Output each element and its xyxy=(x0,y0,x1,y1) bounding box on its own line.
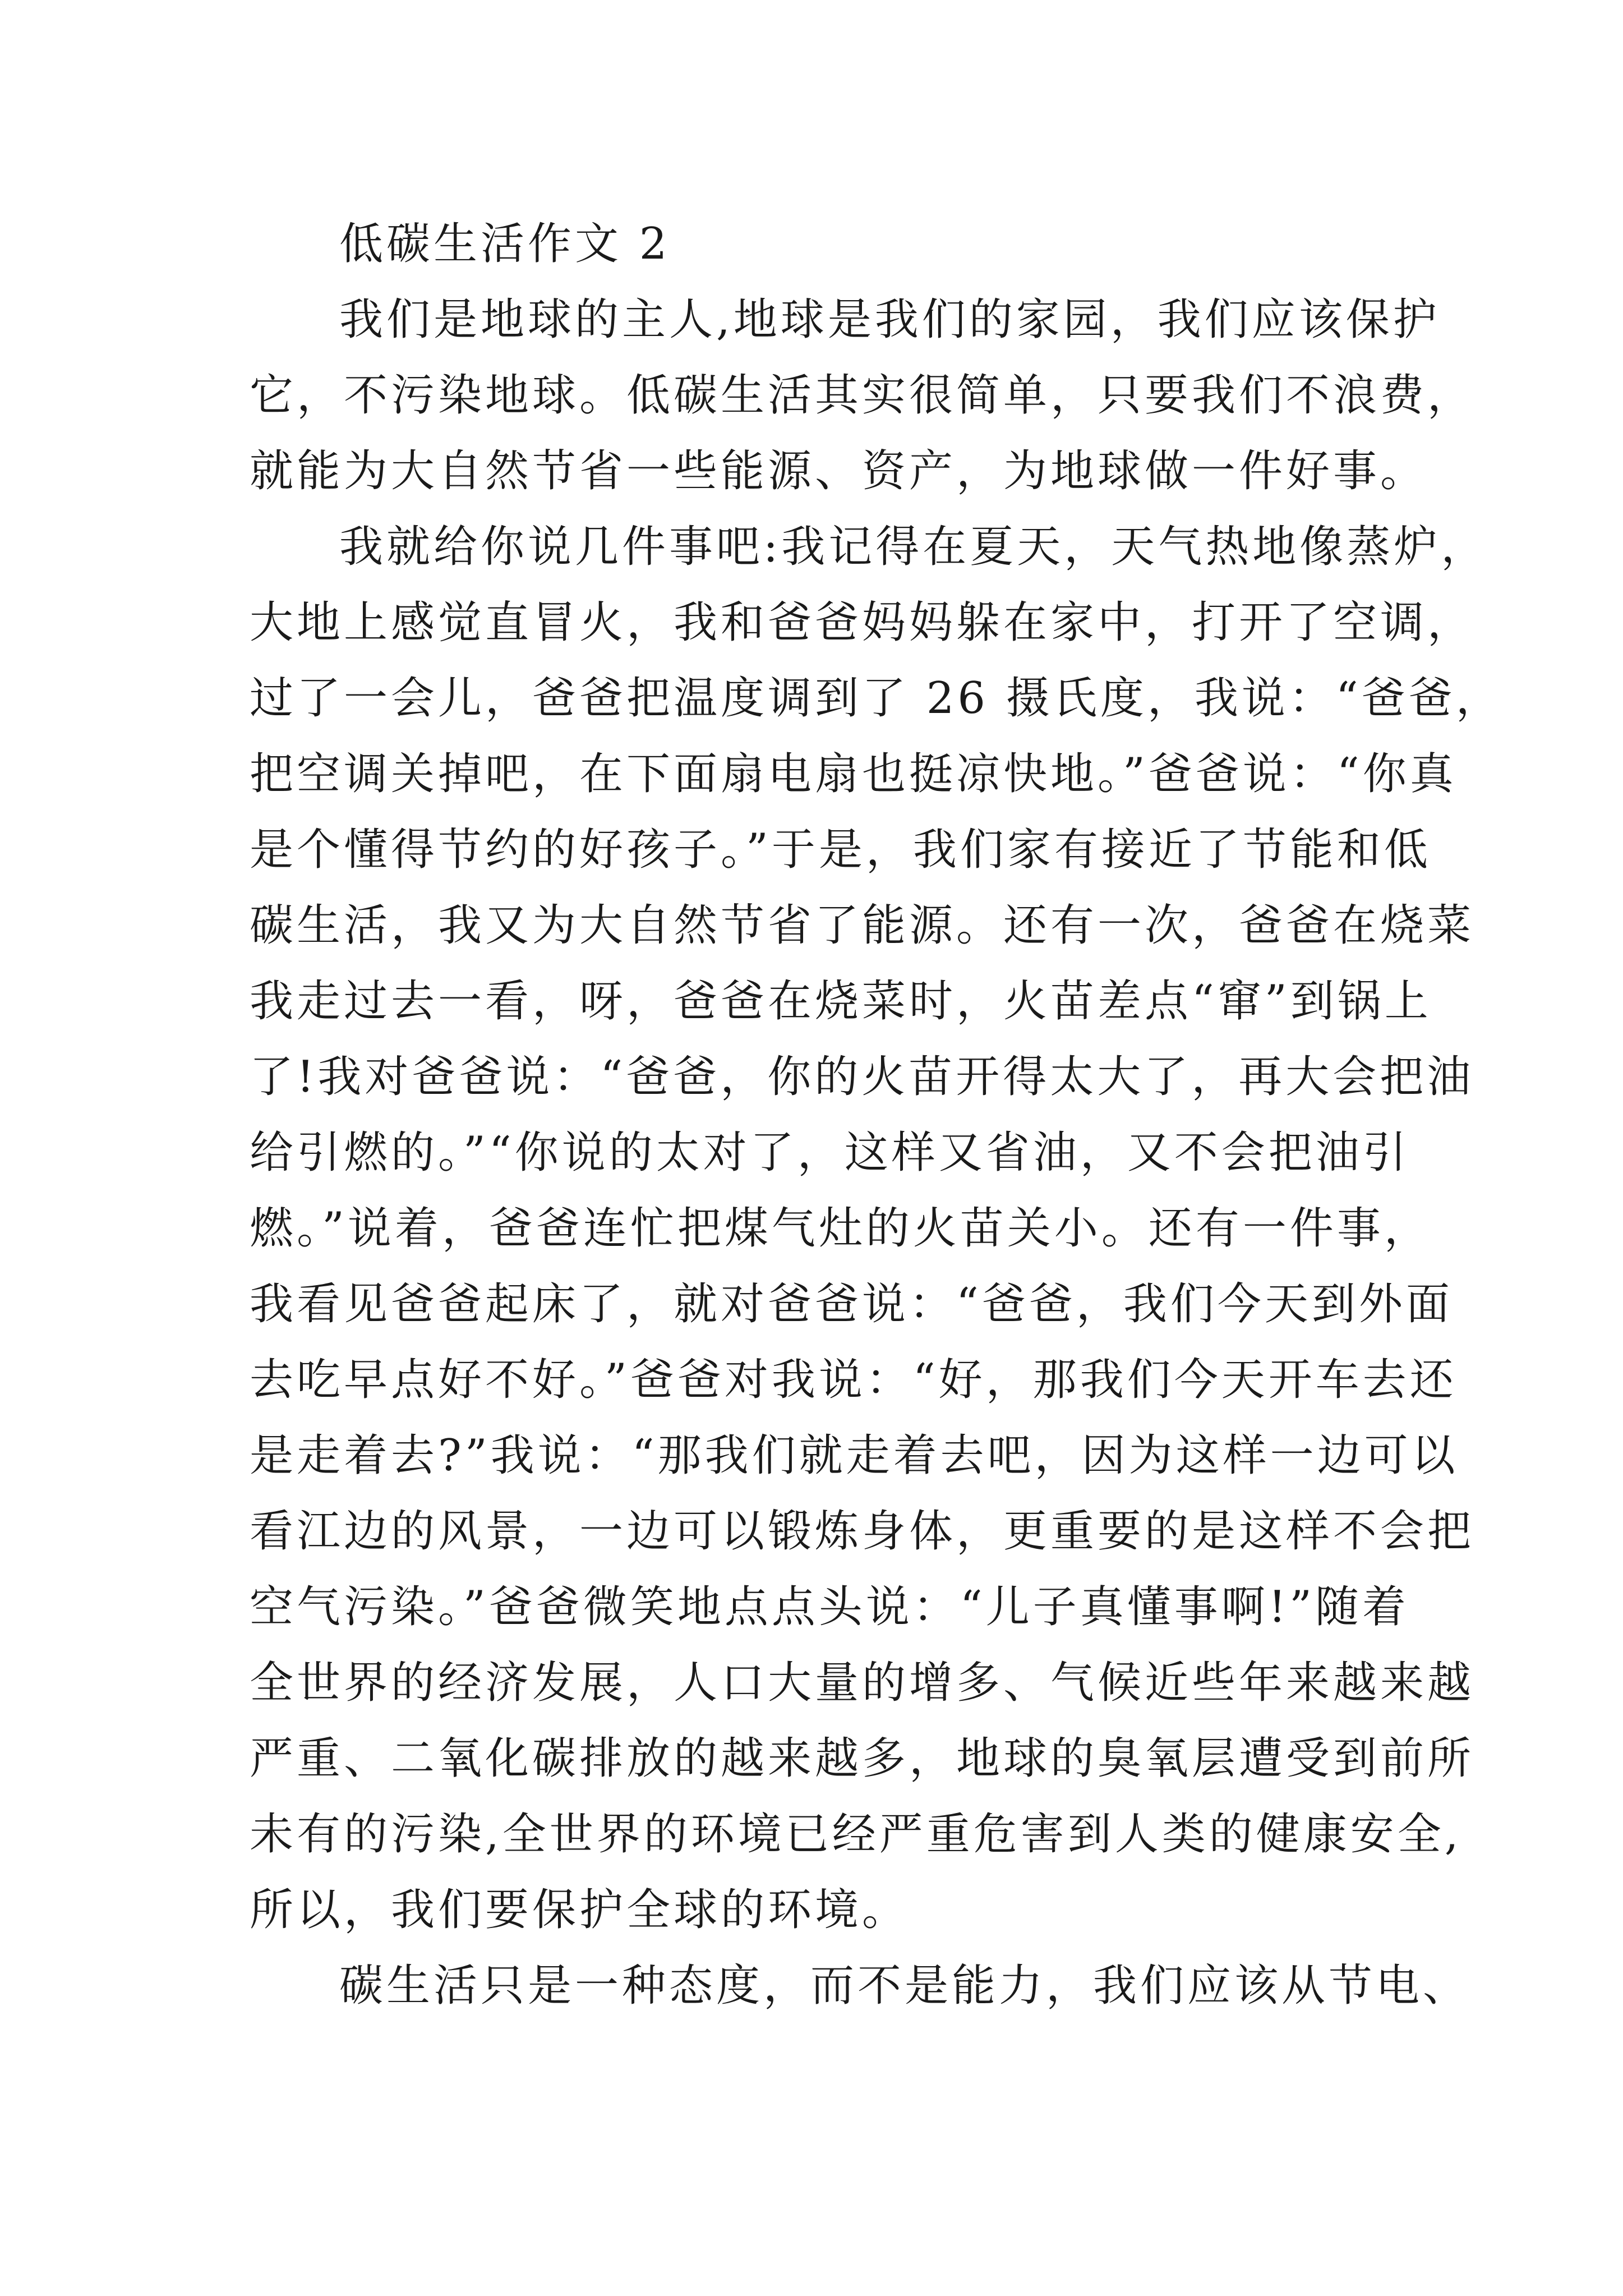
paragraph-line: 我就给你说几件事吧:我记得在夏天，天气热地像蒸炉， xyxy=(339,522,1488,572)
paragraph-line: 是个懂得节约的好孩子。”于是，我们家有接近了节能和低 xyxy=(250,825,1431,875)
paragraph-line: 未有的污染,全世界的环境已经严重危害到人类的健康安全, xyxy=(250,1809,1462,1860)
paragraph-line: 我走过去一看，呀，爸爸在烧菜时，火苗差点“窜”到锅上 xyxy=(250,976,1432,1027)
paragraph-line: 就能为大自然节省一些能源、资产，为地球做一件好事。 xyxy=(250,446,1428,496)
paragraph-line: 严重、二氧化碳排放的越来越多，地球的臭氧层遭受到前所 xyxy=(250,1733,1475,1784)
paragraph-line: 把空调关掉吧，在下面扇电扇也挺凉快地。”爸爸说：“你真 xyxy=(250,749,1457,799)
paragraph-line: 燃。”说着，爸爸连忙把煤气灶的火苗关小。还有一件事， xyxy=(250,1203,1431,1254)
paragraph-line: 所以，我们要保护全球的环境。 xyxy=(250,1885,910,1935)
paragraph-line: 给引燃的。”“你说的太对了，这样又省油，又不会把油引 xyxy=(250,1128,1410,1178)
document-title: 低碳生活作文 2 xyxy=(339,219,671,269)
paragraph-line: 过了一会儿，爸爸把温度调到了 26 摄氏度，我说：“爸爸， xyxy=(250,673,1503,724)
paragraph-line: 碳生活只是一种态度，而不是能力，我们应该从节电、 xyxy=(339,1961,1470,2011)
paragraph-line: 去吃早点好不好。”爸爸对我说：“好，那我们今天开车去还 xyxy=(250,1355,1457,1405)
paragraph-line: 我们是地球的主人,地球是我们的家园，我们应该保护 xyxy=(339,295,1440,345)
paragraph-line: 我看见爸爸起床了，就对爸爸说：“爸爸，我们今天到外面 xyxy=(250,1279,1453,1329)
paragraph-line: 看江边的风景，一边可以锻炼身体，更重要的是这样不会把 xyxy=(250,1506,1475,1557)
paragraph-line: 它，不污染地球。低碳生活其实很简单，只要我们不浪费， xyxy=(250,370,1475,421)
paragraph-line: 全世界的经济发展，人口大量的增多、气候近些年来越来越 xyxy=(250,1658,1475,1708)
paragraph-line: 是走着去?”我说：“那我们就走着去吧，因为这样一边可以 xyxy=(250,1430,1459,1481)
paragraph-line: 大地上感觉直冒火，我和爸爸妈妈躲在家中，打开了空调， xyxy=(250,597,1475,648)
paragraph-line: 了!我对爸爸说：“爸爸，你的火苗开得太大了，再大会把油 xyxy=(250,1052,1474,1102)
paragraph-line: 空气污染。”爸爸微笑地点点头说：“儿子真懂事啊!”随着 xyxy=(250,1582,1409,1632)
paragraph-line: 碳生活，我又为大自然节省了能源。还有一次，爸爸在烧菜 xyxy=(250,900,1475,951)
